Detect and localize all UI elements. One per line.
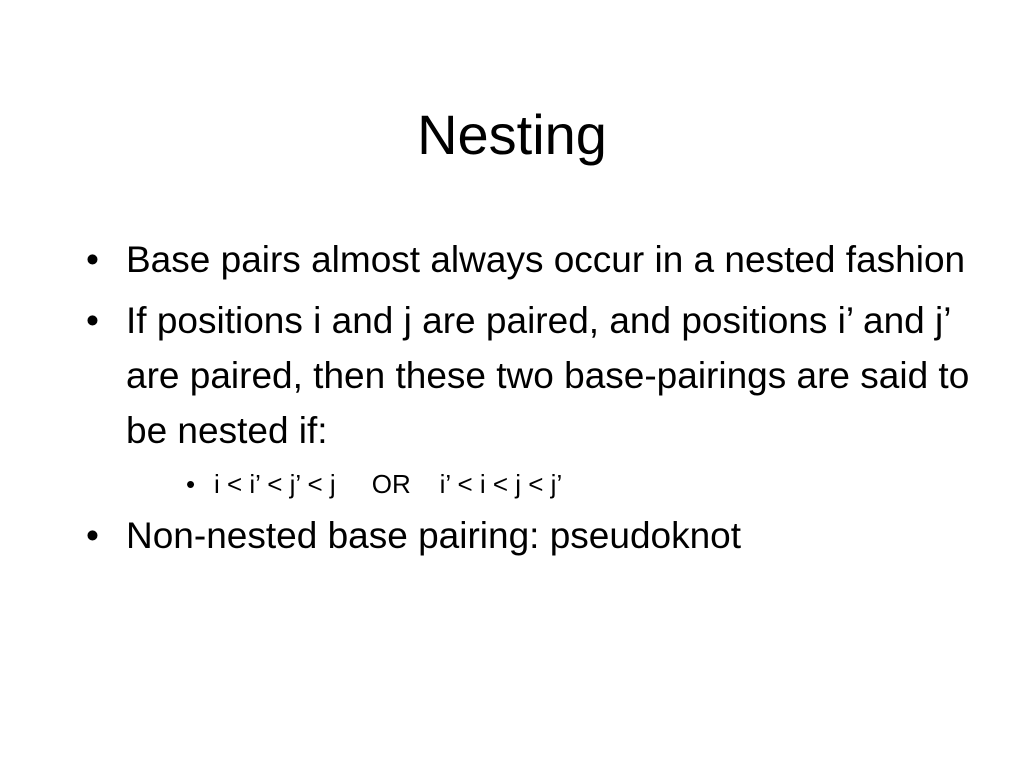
sub-bullet-marker: •: [186, 469, 196, 499]
bullet-text: Non-nested base pairing: pseudoknot: [126, 515, 742, 556]
bullet-item: [86, 232, 986, 287]
sub-bullet-item: [186, 464, 986, 504]
sub-bullet-text: i < i’ < j’ < j OR i’ < i < j < j’: [214, 469, 563, 499]
bullet-item: [86, 293, 986, 458]
bullet-marker: •: [86, 515, 99, 556]
slide-title: Nesting: [417, 103, 607, 166]
bullet-text: If positions i and j are paired, and positions i’ and j’ are paired, then these two base-pairings are said to be nested if:: [126, 300, 970, 451]
bullet-item: [86, 508, 986, 563]
bullet-list: [86, 232, 986, 569]
bullet-marker: •: [86, 239, 99, 280]
bullet-marker: •: [86, 300, 99, 341]
bullet-text: Base pairs almost always occur in a nested fashion: [126, 239, 966, 280]
